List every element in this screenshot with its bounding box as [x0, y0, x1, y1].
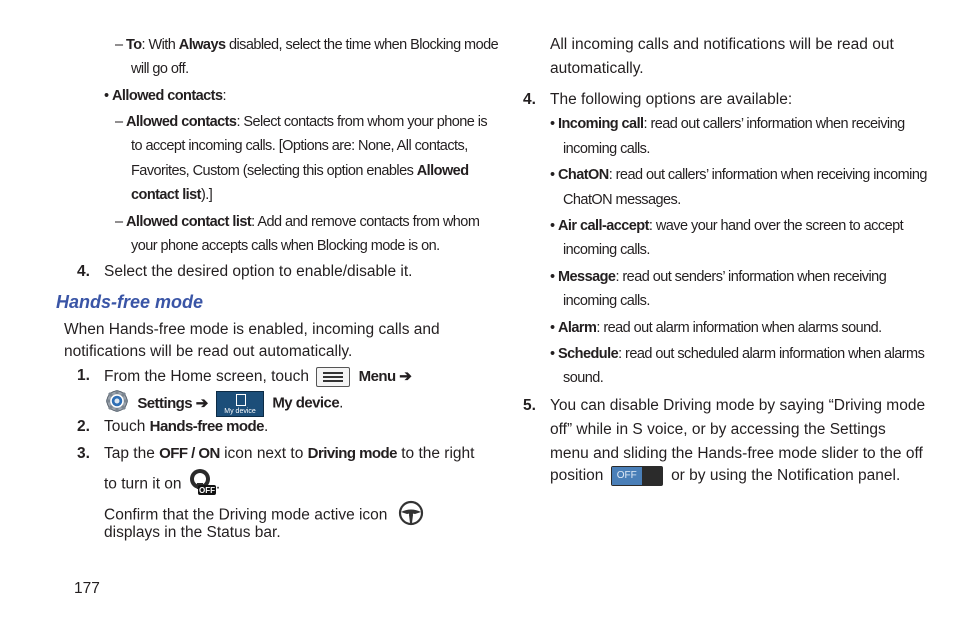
- confirm-text: Confirm that the Driving mode active icon: [104, 506, 388, 524]
- driving-mode-off-icon: [188, 468, 216, 501]
- step-3-line1: [104, 445, 474, 463]
- step-number: 2.: [77, 418, 90, 435]
- step-2-text: [104, 418, 268, 436]
- step-number: 1.: [77, 367, 90, 384]
- period: .: [263, 418, 269, 435]
- step-1-line1: [104, 367, 411, 387]
- position-text: position: [550, 467, 604, 485]
- to-text: : With: [141, 37, 179, 53]
- option-alarm: [550, 320, 882, 336]
- dash: –: [115, 214, 123, 230]
- option-message: [550, 269, 886, 285]
- period: .: [339, 394, 344, 412]
- option-schedule: [550, 346, 924, 362]
- option-air-call-accept: [550, 218, 903, 234]
- settings-label: Settings ➔: [137, 394, 208, 412]
- message-label: Message: [558, 269, 616, 285]
- step-5-line3: menu and sliding the Hands-free mode slider to the off: [550, 445, 923, 462]
- always-label: Always: [178, 37, 226, 53]
- my-device-icon-label: My device: [224, 407, 256, 415]
- to-item-line2: will go off.: [131, 61, 189, 77]
- step-5-number: [523, 397, 536, 415]
- to-text-2: disabled, select the time when Blocking mode: [225, 37, 499, 53]
- option-incoming-call: [550, 116, 905, 132]
- allowed-contact-list-text: : Add and remove contacts from whom: [251, 214, 480, 230]
- step-2-number: [77, 418, 90, 436]
- closing-text: ).]: [200, 187, 213, 203]
- allowed-contact-list-line2: your phone accepts calls when Blocking mode is on.: [131, 238, 440, 254]
- right-text: to the right: [396, 445, 475, 462]
- off-slider-label: OFF: [612, 467, 642, 485]
- allowed-contacts-sub-label: Allowed contacts: [126, 114, 237, 130]
- allowed-contacts-line3: [131, 163, 469, 179]
- my-device-tab-icon: [216, 391, 264, 417]
- message-text: : read out senders’ information when receiving: [615, 269, 887, 285]
- allowed-contact-list-label: Allowed contact list: [126, 214, 252, 230]
- bullet: •: [550, 346, 555, 362]
- hands-free-mode-label: Hands-free mode: [149, 418, 264, 435]
- bullet: •: [550, 116, 555, 132]
- dash: –: [115, 114, 123, 130]
- step-1-line2: [104, 389, 343, 418]
- step-5-line4: [550, 466, 900, 486]
- right-para-line1: All incoming calls and notifications will be read out: [550, 36, 894, 53]
- touch-text: Touch: [104, 418, 150, 435]
- step-4-text: Select the desired option to enable/disable it.: [104, 263, 413, 280]
- incoming-call-label: Incoming call: [558, 116, 644, 132]
- icon-next-text: icon next to: [219, 445, 308, 462]
- step-number: 4.: [523, 91, 536, 108]
- step-4-right-text: The following options are available:: [550, 91, 793, 108]
- option-air-call-accept-line2: incoming calls.: [563, 242, 650, 258]
- my-device-label: My device: [272, 394, 340, 412]
- notification-panel-text: or by using the Notification panel.: [671, 467, 901, 485]
- page-number: 177: [74, 580, 100, 597]
- dash: –: [115, 37, 123, 53]
- step-number: 4.: [77, 263, 90, 280]
- intro-line-1: When Hands-free mode is enabled, incoming calls and: [64, 321, 440, 338]
- step-5-line1: You can disable Driving mode by saying “Driving mode: [550, 397, 926, 414]
- allowed-contacts-text: : Select contacts from whom your phone is: [236, 114, 488, 130]
- alarm-text: : read out alarm information when alarms sound.: [596, 320, 882, 336]
- chaton-text: : read out callers’ information when receiving incoming: [608, 167, 927, 183]
- step-4-left: [77, 263, 90, 281]
- step-number: 5.: [523, 397, 536, 414]
- schedule-label: Schedule: [558, 346, 619, 362]
- period: .: [215, 475, 221, 493]
- step-5-line2: off” while in S voice, or by accessing the Settings: [550, 421, 886, 438]
- option-chaton: [550, 167, 927, 183]
- colon: :: [222, 88, 226, 104]
- to-item: [115, 37, 498, 53]
- allowed-label: Allowed: [416, 163, 469, 179]
- driving-mode-steering-wheel-icon: [398, 500, 424, 531]
- alarm-label: Alarm: [558, 320, 597, 336]
- option-schedule-line2: sound.: [563, 370, 604, 386]
- step-3-line2: [104, 468, 220, 501]
- allowed-contacts-line2: to accept incoming calls. [Options are: None, All contacts,: [131, 138, 468, 154]
- step-number: 3.: [77, 445, 90, 462]
- step-1-number: [77, 367, 90, 385]
- air-call-accept-label: Air call-accept: [558, 218, 649, 234]
- allowed-contacts-line3-text: Favorites, Custom (selecting this option enables: [131, 163, 417, 179]
- allowed-contacts-item: [115, 114, 487, 130]
- option-chaton-line2: ChatON messages.: [563, 192, 681, 208]
- tap-text: Tap the: [104, 445, 160, 462]
- settings-gear-icon: [104, 389, 130, 418]
- section-heading: Hands-free mode: [56, 292, 204, 312]
- allowed-contact-list-item: [115, 214, 479, 230]
- allowed-contacts-bullet: [104, 88, 226, 104]
- chaton-label: ChatON: [558, 167, 609, 183]
- confirm-line2: displays in the Status bar.: [104, 524, 281, 541]
- step-1-text: From the Home screen, touch: [104, 368, 310, 386]
- turn-on-text: to turn it on: [104, 475, 182, 493]
- bullet: •: [550, 167, 555, 183]
- to-label: To: [126, 37, 142, 53]
- menu-icon: [316, 367, 350, 387]
- bullet: •: [550, 320, 555, 336]
- right-para-line2: automatically.: [550, 60, 644, 77]
- contact-list-label: contact list: [131, 187, 201, 203]
- step-4-right-number: [523, 91, 536, 109]
- bullet: •: [550, 269, 555, 285]
- option-message-line2: incoming calls.: [563, 293, 650, 309]
- off-on-label: OFF / ON: [159, 445, 220, 462]
- bullet: •: [104, 88, 109, 104]
- schedule-text: : read out scheduled alarm information when alarms: [618, 346, 925, 362]
- bullet: •: [550, 218, 555, 234]
- air-call-accept-text: : wave your hand over the screen to accept: [648, 218, 904, 234]
- driving-mode-label: Driving mode: [307, 445, 397, 462]
- allowed-contacts-line4: [131, 187, 212, 203]
- svg-text:OFF: OFF: [198, 486, 215, 495]
- option-incoming-call-line2: incoming calls.: [563, 141, 650, 157]
- off-slider-icon: [611, 466, 663, 486]
- allowed-contacts-label: Allowed contacts: [112, 88, 223, 104]
- incoming-call-text: : read out callers’ information when receiving: [643, 116, 905, 132]
- step-3-number: [77, 445, 90, 463]
- intro-line-2: notifications will be read out automatically.: [64, 343, 353, 360]
- menu-label: Menu ➔: [358, 368, 412, 386]
